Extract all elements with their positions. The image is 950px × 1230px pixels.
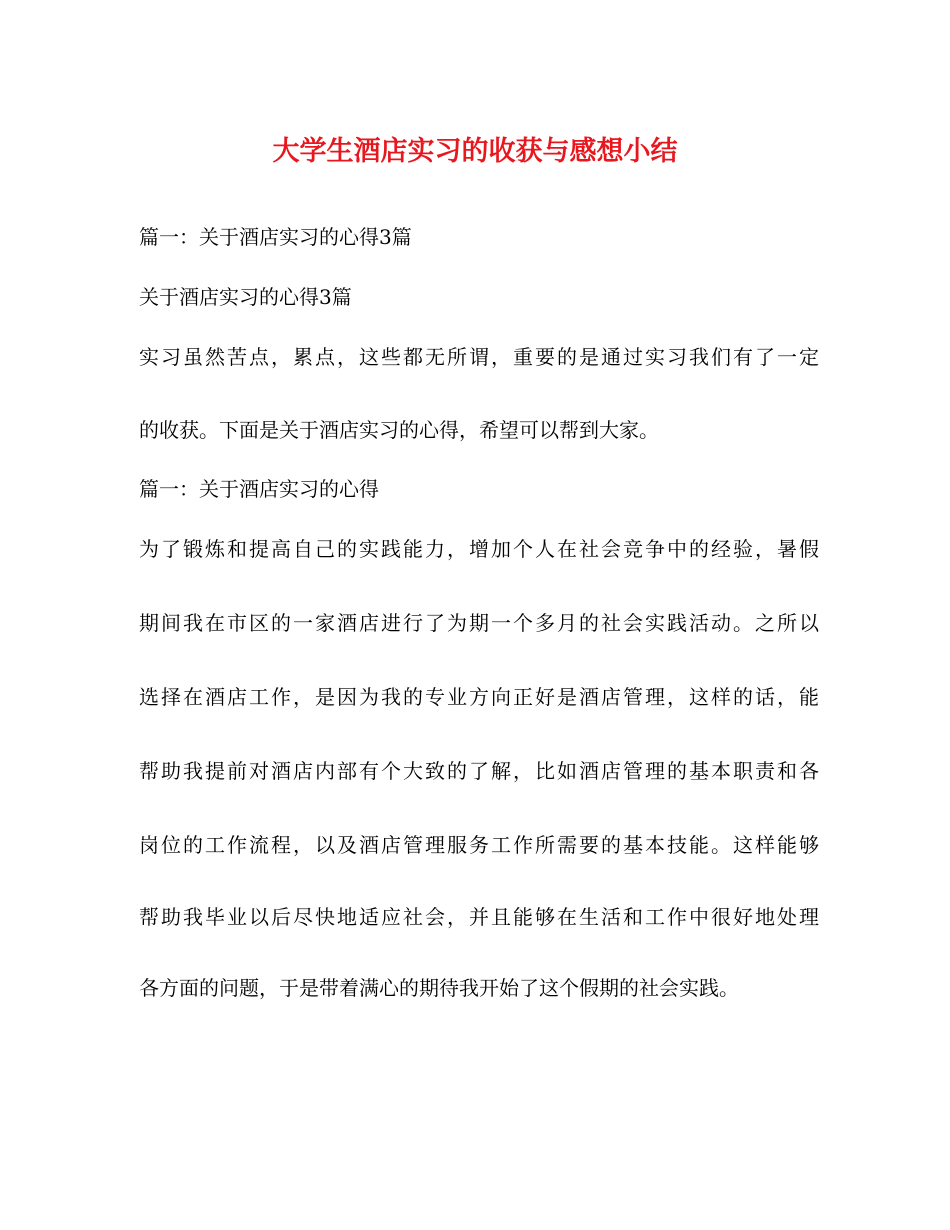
section-heading: 篇一：关于酒店实习的心得3篇: [139, 225, 412, 249]
paragraph-line: 帮助我提前对酒店内部有个大致的了解，比如酒店管理的基本职责和各: [139, 759, 819, 783]
paragraph-line: 为了锻炼和提高自己的实践能力，增加个人在社会竞争中的经验，暑假: [139, 537, 819, 561]
paragraph-line: 期间我在市区的一家酒店进行了为期一个多月的社会实践活动。之所以: [139, 611, 819, 635]
paragraph-line: 实习虽然苦点，累点，这些都无所谓，重要的是通过实习我们有了一定: [139, 345, 819, 369]
paragraph-line: 各方面的问题，于是带着满心的期待我开始了这个假期的社会实践。: [139, 976, 739, 1000]
paragraph-line: 的收获。下面是关于酒店实习的心得，希望可以帮到大家。: [139, 418, 659, 442]
document-title: 大学生酒店实习的收获与感想小结: [272, 136, 678, 167]
paragraph-line: 岗位的工作流程，以及酒店管理服务工作所需要的基本技能。这样能够: [139, 833, 819, 857]
paragraph-line: 选择在酒店工作，是因为我的专业方向正好是酒店管理，这样的话，能: [139, 685, 819, 709]
subheading: 关于酒店实习的心得3篇: [139, 285, 352, 309]
paragraph-line: 帮助我毕业以后尽快地适应社会，并且能够在生活和工作中很好地处理: [139, 905, 819, 929]
section-heading: 篇一：关于酒店实习的心得: [139, 477, 379, 501]
